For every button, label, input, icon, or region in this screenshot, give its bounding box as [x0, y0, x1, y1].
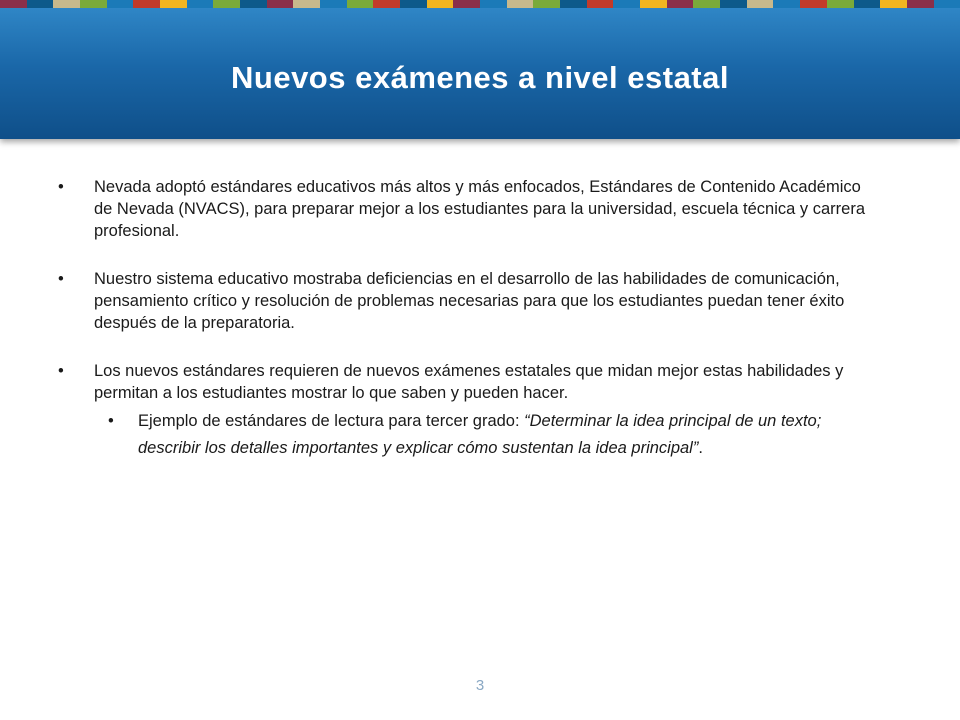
color-strip-segment [240, 0, 267, 8]
color-strip-segment [480, 0, 507, 8]
color-strip-segment [53, 0, 80, 8]
bullet-item [58, 176, 878, 242]
bullet-text: Nevada adoptó estándares educativos más altos y más enfocados, Estándares de Contenido Académico de Nevada (NVACS), para preparar mejor a los estudiantes para la universidad, escuela técnica y carrera profesional. [94, 178, 865, 240]
slide-body [58, 176, 878, 462]
color-strip-segment [533, 0, 560, 8]
color-strip-segment [880, 0, 907, 8]
color-strip-segment [827, 0, 854, 8]
sub-bullet-item [58, 408, 878, 462]
bullet-marker: • [58, 362, 64, 380]
color-strip-segment [613, 0, 640, 8]
color-strip-segment [507, 0, 534, 8]
bullet-item [58, 268, 878, 334]
color-strip-segment [747, 0, 774, 8]
color-strip-segment [854, 0, 881, 8]
color-strip-segment [80, 0, 107, 8]
color-strip-segment [934, 0, 960, 8]
sub-bullet-lead: Ejemplo de estándares de lectura para tercer grado: [138, 412, 525, 430]
color-strip-segment [213, 0, 240, 8]
color-strip-segment [773, 0, 800, 8]
slide-title: Nuevos exámenes a nivel estatal [231, 60, 729, 95]
page-number: 3 [475, 677, 485, 694]
color-strip-segment [800, 0, 827, 8]
color-strip-segment [133, 0, 160, 8]
color-strip-segment [347, 0, 374, 8]
sub-bullet-tail: . [698, 439, 703, 457]
color-strip-segment [160, 0, 187, 8]
color-strip-segment [107, 0, 134, 8]
bullet-item [58, 360, 878, 404]
color-strip-segment [640, 0, 667, 8]
color-strip-segment [267, 0, 294, 8]
color-strip-segment [320, 0, 347, 8]
color-strip-segment [187, 0, 214, 8]
color-strip-segment [587, 0, 614, 8]
sub-bullet-quote: “Determinar la idea principal de un texto; describir los detalles importantes y explicar cómo sustentan la idea principal” [138, 412, 822, 457]
color-strip-segment [720, 0, 747, 8]
bullet-text: Los nuevos estándares requieren de nuevos exámenes estatales que midan mejor estas habilidades y permitan a los estudiantes mostrar lo que saben y pueden hacer. [94, 362, 844, 402]
color-strip-segment [400, 0, 427, 8]
decorative-color-strip [0, 0, 960, 8]
color-strip-segment [0, 0, 27, 8]
color-strip-segment [667, 0, 694, 8]
color-strip-segment [293, 0, 320, 8]
bullet-marker: • [58, 270, 64, 288]
color-strip-segment [427, 0, 454, 8]
bullet-text: Nuestro sistema educativo mostraba deficiencias en el desarrollo de las habilidades de comunicación, pensamiento crítico y resolución de problemas necesarias para que los estudiantes puedan tener éxito después de la preparatoria. [94, 270, 845, 332]
color-strip-segment [907, 0, 934, 8]
color-strip-segment [453, 0, 480, 8]
title-banner [0, 8, 960, 139]
color-strip-segment [27, 0, 54, 8]
color-strip-segment [693, 0, 720, 8]
color-strip-segment [560, 0, 587, 8]
sub-bullet-marker: • [108, 412, 114, 430]
bullet-marker: • [58, 178, 64, 196]
color-strip-segment [373, 0, 400, 8]
